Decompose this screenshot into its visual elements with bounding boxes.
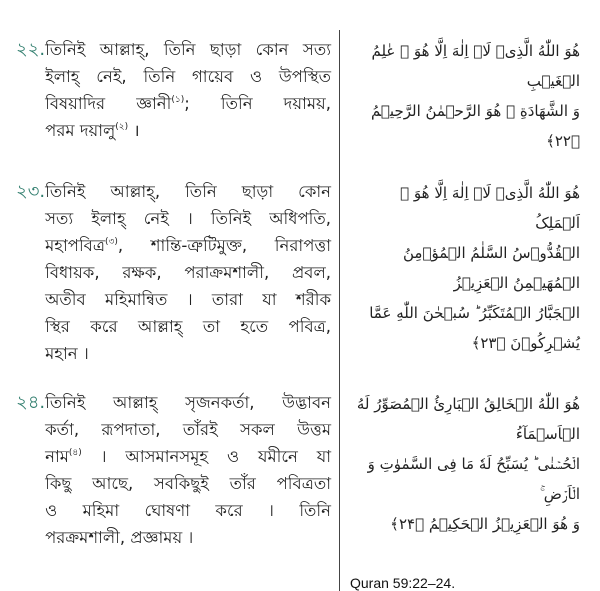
text-line: কর্তা, রূপদাতা, তাঁরই সকল উত্তম [45,420,331,439]
bengali-text [45,389,331,551]
arabic-line: هُوَ اللّٰهُ الۡخَالِقُ الۡبَارِئُ الۡمُصَوِّرُ لَهُ الۡاَسۡمَآءُ [356,395,580,443]
arabic-line: وَ الشَّهَادَةِ ۚ هُوَ الرَّحۡمٰنُ الرَّحِیۡمُ ﴿۲۲﴾ [370,102,580,150]
text-line: ও মহিমা ঘোষণা করে । তিনি [45,501,331,520]
text-line: বিষয়াদির জ্ঞানী$^{(১)}$; তিনি দয়াময়, [45,94,331,113]
verse-number: ২৪. [16,392,46,413]
verse-24-arabic [352,383,580,555]
verse-number: ২২. [16,39,46,60]
text-line: তিনিই আল্লাহ্ সৃজনকর্তা, উদ্ভাবন [45,393,331,412]
text-line: স্থির করে আল্লাহ্ তা হতে পবিত্র, [45,317,331,336]
text-line: নাম$^{(৪)}$ । আসমানসমূহ ও যমীনে যা [45,447,331,466]
text-line: তিনিই আল্লাহ্, তিনি ছাড়া কোন সত্য [45,40,331,59]
footnote-marker[interactable]: (৩) [104,237,118,247]
footnote-marker[interactable]: (১) [171,95,185,105]
verse-24-translation [0,383,340,567]
text-line: মহান । [45,344,89,363]
column-divider [0,567,340,591]
bengali-text [45,36,331,144]
verse-23-translation [0,172,340,383]
verse-22-arabic [352,30,580,172]
text-line: মহাপবিত্র$^{(৩)}$, শান্তি-ত্রুটিমুক্ত, নিরাপত্তা [45,236,331,255]
verse-number: ২৩. [16,181,46,202]
footnote-marker[interactable]: (৪) [68,448,82,458]
text-line: অতীব মহিমান্বিত । তারা যা শরীক [45,290,331,309]
arabic-line: هُوَ اللّٰهُ الَّذِیۡ لَاۤ اِلٰهَ اِلَّا هُوَ ۚ عٰلِمُ الۡغَیۡبِ [371,42,580,90]
text-line: সত্য ইলাহ্ নেই । তিনিই অধিপতি, [45,209,331,228]
arabic-line: الۡقُدُّوۡسُ السَّلٰمُ الۡمُؤۡمِنُ الۡمُهَیۡمِنُ الۡعَزِیۡزُ [403,244,580,292]
text-line: তিনিই আল্লাহ্, তিনি ছাড়া কোন [45,182,331,201]
arabic-line: وَ هُوَ الۡعَزِیۡزُ الۡحَکِیۡمُ ﴿۲۴﴾ [390,515,580,533]
text-line: বিধায়ক, রক্ষক, পরাক্রমশালী, প্রবল, [45,263,331,282]
text-line: পরম দয়ালু$^{(২)}$ । [45,121,140,140]
text-line: কিছু আছে, সবকিছুই তাঁর পবিত্রতা [45,474,331,493]
arabic-line: الۡحُسۡنٰی ؕ یُسَبِّحُ لَهٗ مَا فِی السَّمٰوٰتِ وَ الۡاَرۡضِ ۚ [367,455,580,503]
text-line: পরক্রমশালী, প্রজ্ঞাময় । [45,528,194,547]
verse-22-translation [0,30,340,172]
arabic-line: هُوَ اللّٰهُ الَّذِیۡ لَاۤ اِلٰهَ اِلَّا هُوَ ۚ اَلۡمَلِکُ [400,184,580,232]
verse-23-arabic [352,172,580,374]
bengali-text [45,178,331,367]
caption: Quran 59:22–24. [350,575,456,591]
text-line: ইলাহ্ নেই, তিনি গায়েব ও উপস্থিত [45,67,331,86]
arabic-line: الۡجَبَّارُ الۡمُتَکَبِّرُ ؕ سُبۡحٰنَ اللّٰهِ عَمَّا یُشۡرِکُوۡنَ ﴿۲۳﴾ [369,304,580,352]
footnote-marker[interactable]: (২) [115,122,129,132]
